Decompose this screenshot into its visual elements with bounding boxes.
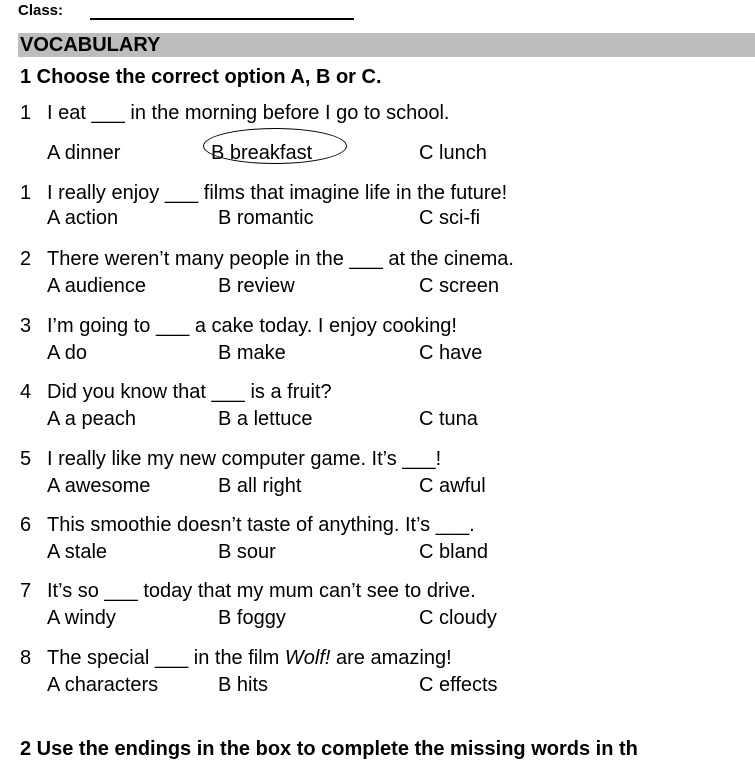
- question-stem: [47, 646, 452, 670]
- question-number: 8: [20, 647, 32, 669]
- question-stem: Did you know that ___ is a fruit?: [47, 381, 332, 403]
- option-c: C bland: [419, 541, 488, 563]
- option-a: A windy: [47, 607, 116, 629]
- stem-text-before: The special ___ in the film: [47, 647, 285, 669]
- question-number: 4: [20, 381, 32, 403]
- option-b: B breakfast: [211, 142, 313, 164]
- question-number: 1: [20, 102, 32, 124]
- film-title: Wolf!: [284, 647, 331, 669]
- question-stem: I really enjoy ___ films that imagine life in the future!: [47, 182, 508, 204]
- question-number: 7: [20, 580, 32, 602]
- question-stem: There weren’t many people in the ___ at the cinema.: [47, 248, 514, 270]
- question-stem: I eat ___ in the morning before I go to school.: [47, 102, 450, 124]
- class-answer-line: [90, 18, 354, 20]
- question-stem: This smoothie doesn’t taste of anything. It’s ___.: [47, 514, 475, 536]
- class-label: Class:: [18, 2, 64, 19]
- option-a: A do: [47, 342, 88, 364]
- option-b: B review: [218, 275, 295, 297]
- section-header-bar: [18, 33, 755, 57]
- option-a: A a peach: [47, 408, 136, 430]
- option-c: C effects: [419, 674, 498, 696]
- option-a: A dinner: [47, 142, 121, 164]
- exercise-1-instruction: 1 Choose the correct option A, B or C.: [20, 66, 382, 88]
- question-stem: I’m going to ___ a cake today. I enjoy cooking!: [47, 315, 457, 337]
- option-c: C lunch: [419, 142, 487, 164]
- option-a: A stale: [47, 541, 108, 563]
- exercise-2-instruction: 2 Use the endings in the box to complete the missing words in th: [20, 738, 638, 760]
- option-b: B foggy: [218, 607, 286, 629]
- question-stem: It’s so ___ today that my mum can’t see to drive.: [47, 580, 476, 602]
- option-b: B romantic: [218, 207, 314, 229]
- question-number: 6: [20, 514, 32, 536]
- option-b: B all right: [218, 475, 302, 497]
- option-c: C tuna: [419, 408, 478, 430]
- option-c: C sci-fi: [419, 207, 481, 229]
- question-number: 5: [20, 448, 32, 470]
- option-c: C screen: [419, 275, 500, 297]
- option-c: C have: [419, 342, 483, 364]
- option-a: A audience: [47, 275, 146, 297]
- question-number: 2: [20, 248, 32, 270]
- option-b: B hits: [218, 674, 269, 696]
- question-stem: I really like my new computer game. It’s ___!: [47, 448, 442, 470]
- option-c: C awful: [419, 475, 486, 497]
- option-c: C cloudy: [419, 607, 497, 629]
- option-b: B sour: [218, 541, 276, 563]
- section-title: VOCABULARY: [20, 34, 161, 56]
- question-number: 1: [20, 182, 32, 204]
- question-number: 3: [20, 315, 32, 337]
- option-a: A action: [47, 207, 119, 229]
- option-b: B make: [218, 342, 286, 364]
- option-b: B a lettuce: [218, 408, 313, 430]
- stem-text-after: are amazing!: [330, 647, 452, 669]
- option-a: A awesome: [47, 475, 151, 497]
- option-a: A characters: [47, 674, 159, 696]
- answer-circle: [203, 128, 347, 164]
